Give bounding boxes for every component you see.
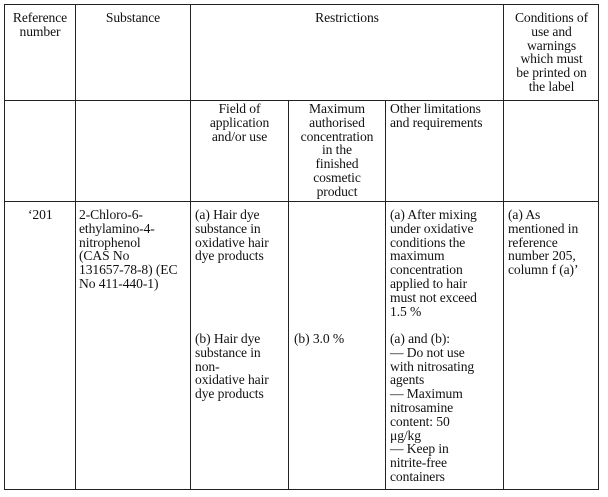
col-divider-1: [75, 4, 76, 490]
header-reference-number: Reference number: [12, 10, 68, 39]
header-field-of-application: Field of application and/or use: [209, 101, 270, 144]
row-field-a: (a) Hair dye substance in oxidative hair dye products: [195, 207, 269, 264]
row-field-b: (b) Hair dye substance in non- oxidative hair dye products: [195, 331, 269, 402]
row-reference-number: ‘201: [28, 207, 53, 222]
header-restrictions: Restrictions: [315, 10, 379, 25]
header-substance: Substance: [105, 10, 161, 25]
header-other-limitations: Other limitations and requirements: [390, 101, 483, 130]
row-other-limitations-ab: (a) and (b): — Do not use with nitrosating agents — Maximum nitrosamine content: 50 μg/kg — Keep in nitrite-free containers: [390, 331, 475, 484]
col-divider-4: [385, 100, 386, 490]
row-max-concentration-b: (b) 3.0 %: [294, 331, 345, 346]
header-max-concentration: Maximum authorised concentration in the finished cosmetic product: [300, 101, 374, 199]
header-subrow-divider: [4, 100, 599, 101]
header-conditions-of-use: Conditions of use and warnings which must be printed on the label: [514, 10, 589, 94]
row-conditions-a: (a) As mentioned in reference number 205, column f (a)’: [508, 207, 579, 278]
row-substance: 2-Chloro-6- ethylamino-4- nitrophenol (CAS No 131657-78-8) (EC No 411-440-1): [79, 207, 178, 291]
row-other-limitations-a: (a) After mixing under oxidative conditions the maximum concentration applied to hair must not exceed 1.5 %: [390, 207, 477, 319]
header-body-divider: [4, 201, 599, 202]
col-divider-2: [190, 4, 191, 490]
